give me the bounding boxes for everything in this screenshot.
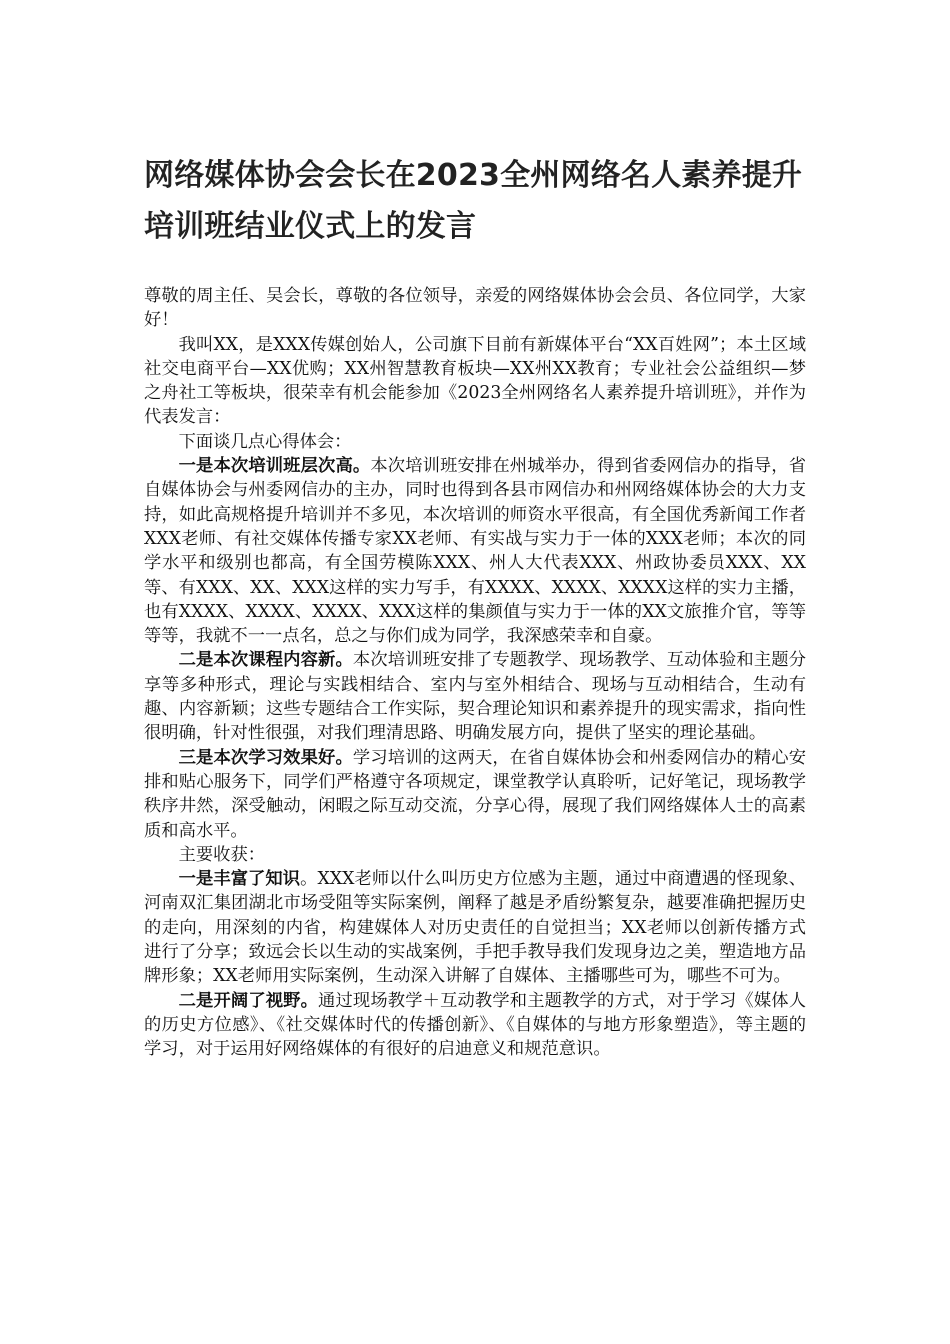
lead-in-paragraph: 下面谈几点心得体会： [178,431,352,452]
gain-paragraph-1 [144,867,806,988]
point-heading: 一是本次培训班层次高。 [178,456,371,477]
gain-heading: 一是丰富了知识 [178,869,301,890]
point-paragraph-2 [144,648,806,745]
point-text: 本次培训班安排了专题教学、现场教学、互动体验和主题分享等多种形式，理论与实践相结合、室内与室外相结合、现场与互动相结合，生动有趣、内容新颖；这些专题结合工作实际，契合理论知识和素养提升的现实需求，指向性很明确，针对性很强，对我们理清思路、明确发展方向，提供了坚实的理论基础。 [144,650,806,744]
point-paragraph-3 [144,746,806,843]
point-text: 学习培训的这两天，在省自媒体协会和州委网信办的精心安排和贴心服务下，同学们严格遵守各项规定，课堂教学认真聆听，记好笔记，现场教学秩序井然，深受触动，闲暇之际互动交流，分享心得，展现了我们网络媒体人士的高素质和高水平。 [144,747,806,841]
point-heading: 三是本次学习效果好。 [178,747,353,768]
gain-paragraph-2 [144,989,806,1062]
document-body [144,284,806,1062]
gains-lead-paragraph: 主要收获： [178,844,266,865]
intro-paragraph: 我叫XX，是XXX传媒创始人，公司旗下目前有新媒体平台“XX百姓网”；本土区域社交电商平台—XX优购；XX州智慧教育板块—XX州XX教育；专业社会公益组织—梦之舟社工等板块，很荣幸有机会能参加《2023全州网络名人素养提升培训班》，并作为代表发言： [144,334,806,428]
point-paragraph-1 [144,454,806,648]
point-text: 本次培训班安排在州城举办，得到省委网信办的指导，省自媒体协会与州委网信办的主办，同时也得到各县市网信办和州网络媒体协会的大力支持，如此高规格提升培训并不多见，本次培训的师资水平很高，有全国优秀新闻工作者XXX老师、有社交媒体传播专家XX老师、有实战与实力于一体的XXX老师；本次的同学水平和级别也都高，有全国劳模陈XXX、州人大代表XXX、州政协委员XXX、XX等、有XXX、XX、XXX这样的实力写手，有XXXX、XXXX、XXXX这样的实力主播，也有XXXX、XXXX、XXXX、XXX这样的集颜值与实力于一体的XX文旅推介官，等等等等，我就不一一点名，总之与你们成为同学，我深感荣幸和自豪。 [144,456,806,647]
gain-text: 。XXX老师以什么叫历史方位感为主题，通过中商遭遇的怪现象、河南双汇集团湖北市场受阻等实际案例，阐释了越是矛盾纷繁复杂，越要准确把握历史的走向，用深刻的内省，构建媒体人对历史责任的自觉担当；XX老师以创新传播方式进行了分享；致远会长以生动的实战案例，手把手教导我们发现身边之美，塑造地方品牌形象；XX老师用实际案例，生动深入讲解了自媒体、主播哪些可为，哪些不可为。 [144,869,806,987]
gain-heading: 二是开阔了视野。 [178,990,319,1011]
document-title: 网络媒体协会会长在2023全州网络名人素养提升培训班结业仪式上的发言 [144,158,803,244]
gain-text: 通过现场教学＋互动教学和主题教学的方式，对于学习《媒体人的历史方位感》、《社交媒体时代的传播创新》、《自媒体的与地方形象塑造》，等主题的学习，对于运用好网络媒体的有很好的启迪意义和规范意识。 [144,990,806,1060]
point-heading: 二是本次课程内容新。 [178,650,353,671]
greeting-paragraph: 尊敬的周主任、吴会长，尊敬的各位领导，亲爱的网络媒体协会会员、各位同学，大家好！ [144,286,806,331]
